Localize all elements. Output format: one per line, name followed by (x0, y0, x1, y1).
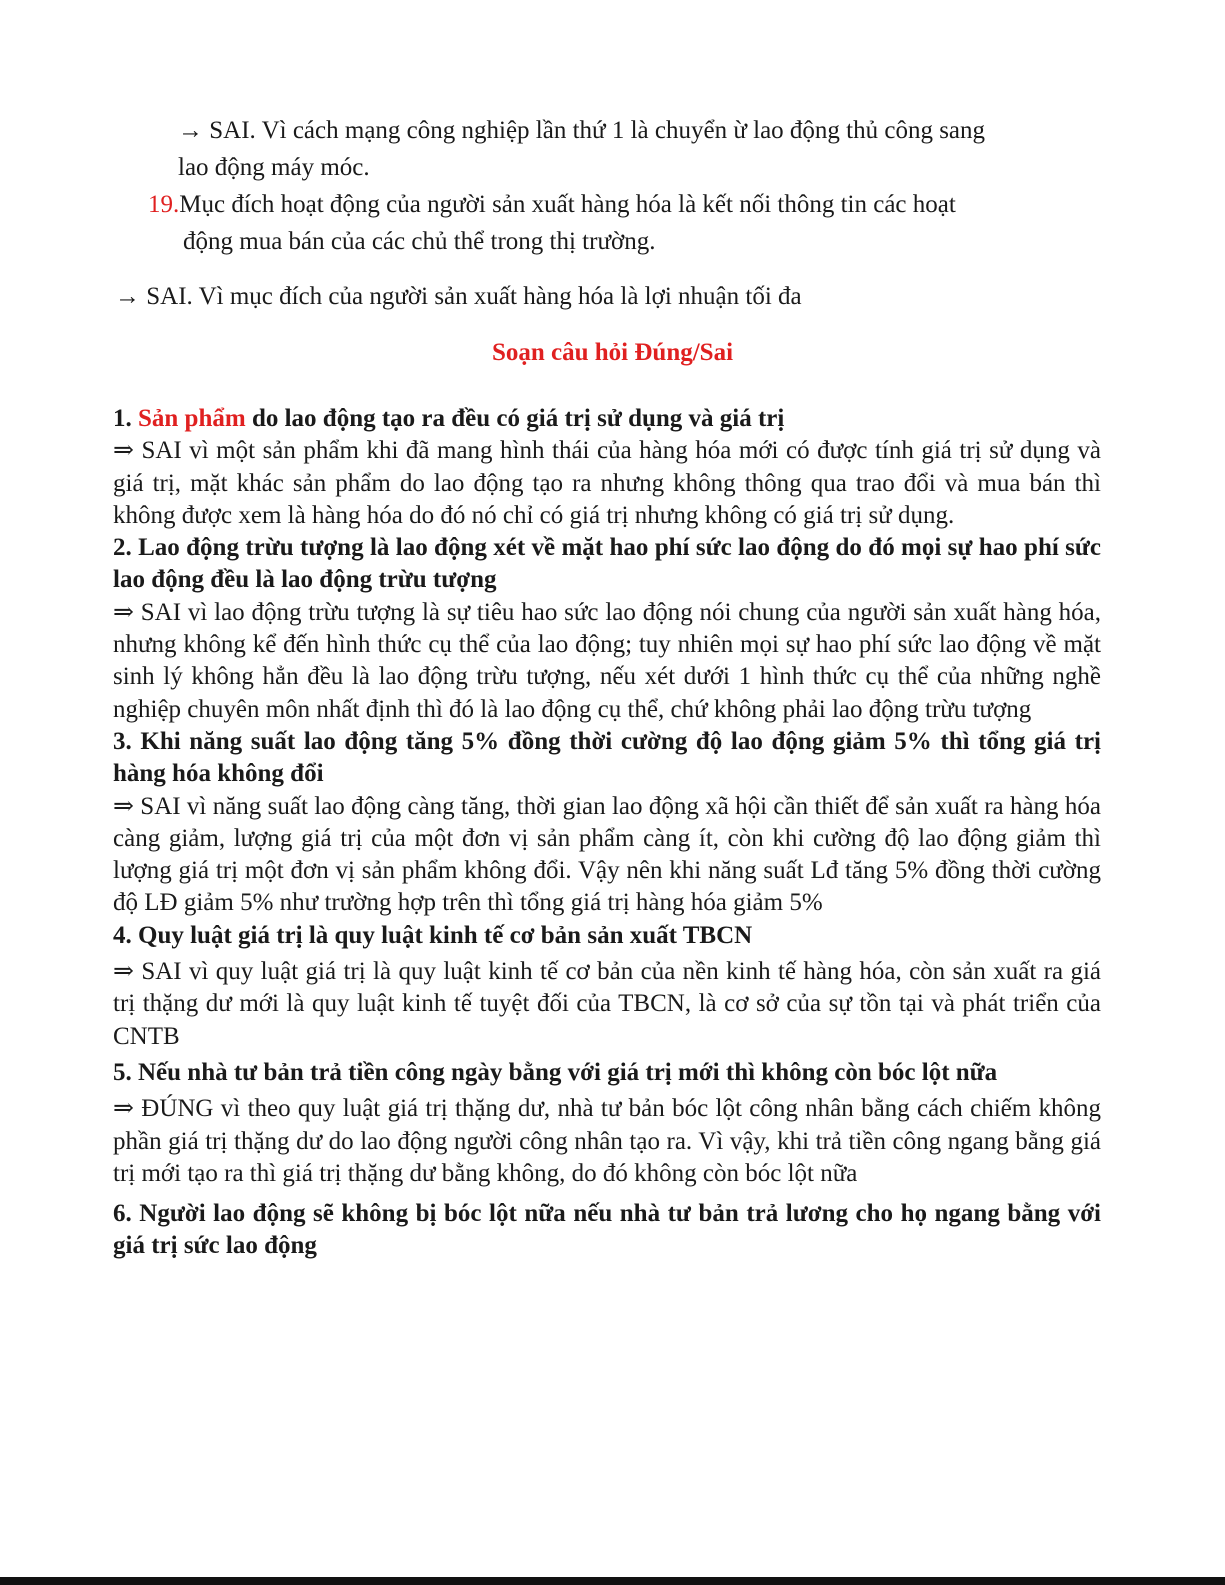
previous-answer-line-2: lao động máy móc. (178, 154, 370, 181)
question-6: 6. Người lao động sẽ không bị bóc lột nữa nếu nhà tư bản trả lương cho họ ngang bằng với giá trị sức lao động (113, 1200, 1101, 1260)
item-19 (148, 186, 1108, 260)
question-4: 4. Quy luật giá trị là quy luật kinh tế cơ bản sản xuất TBCN (113, 921, 753, 949)
section-title: Soạn câu hỏi Đúng/Sai (491, 339, 734, 366)
page-bottom-border (0, 1577, 1225, 1585)
item-19-question-line-2: động mua bán của các chủ thể trong thị trường. (183, 228, 656, 255)
answer-5: ⇒ ĐÚNG vì theo quy luật giá trị thặng dư, nhà tư bản bóc lột công nhân bằng cách chiếm không phần giá trị thặng dư do lao động người công nhân tạo ra. Vì vậy, khi trả tiền công ngang bằng giá trị mới tạo ra thì giá trị thặng dư bằng không, do đó không còn bóc lột nữa (113, 1095, 1101, 1187)
question-2: 2. Lao động trừu tượng là lao động xét về mặt hao phí sức lao động do đó mọi sự hao phí sức lao động đều là lao động trừu tượng (113, 534, 1101, 594)
question-1-highlight: Sản phẩm (138, 405, 246, 432)
item-19-number: 19. (148, 191, 180, 218)
question-1-text: do lao động tạo ra đều có giá trị sử dụng và giá trị (245, 405, 785, 432)
item-19-question-line-1: Mục đích hoạt động của người sản xuất hàng hóa là kết nối thông tin các hoạt (179, 191, 956, 218)
answer-4: ⇒ SAI vì quy luật giá trị là quy luật kinh tế cơ bản của nền kinh tế hàng hóa, còn sản xuất ra giá trị thặng dư mới là quy luật kinh tế tuyệt đối của TBCN, là cơ sở của sự tồn tại và phát triển của CNTB (113, 958, 1101, 1050)
answer-2: ⇒ SAI vì lao động trừu tượng là sự tiêu hao sức lao động nói chung của người sản xuất hàng hóa, nhưng không kể đến hình thức cụ thể của lao động; tuy nhiên mọi sự hao phí sức lao động về mặt sinh lý không hẳn đều là lao động trừu tượng, nếu xét dưới 1 hình thức cụ thể của những nghề nghiệp chuyên môn nhất định thì đó là lao động cụ thể, chứ không phải lao động trừu tượng (113, 598, 1101, 723)
answer-3: ⇒ SAI vì năng suất lao động càng tăng, thời gian lao động xã hội cần thiết để sản xuất ra hàng hóa càng giảm, lượng giá trị của một đơn vị sản phẩm càng ít, còn khi cường độ lao động giảm thì lượng giá trị một đơn vị sản phẩm không đổi. Vậy nên khi năng suất Lđ tăng 5% đồng thời cường độ LĐ giảm 5% như trường hợp trên thì tổng giá trị hàng hóa giảm 5% (113, 792, 1101, 917)
question-1 (113, 403, 1101, 435)
question-5: 5. Nếu nhà tư bản trả tiền công ngày bằng với giá trị mới thì không còn bóc lột nữa (113, 1058, 998, 1086)
question-1-prefix: 1. (113, 405, 138, 432)
question-list (113, 403, 1101, 1263)
answer-1: ⇒ SAI vì một sản phẩm khi đã mang hình thái của hàng hóa mới có được tính giá trị sử dụng và giá trị, mặt khác sản phẩm do lao động tạo ra nhưng không thông qua trao đổi và mua bán thì không được xem là hàng hóa do đó nó chỉ có giá trị nhưng không có giá trị sử dụng. (113, 437, 1101, 529)
previous-answer-line-1: → SAI. Vì cách mạng công nghiệp lần thứ 1 là chuyển ừ lao động thủ công sang (178, 117, 986, 144)
item-19-answer: → SAI. Vì mục đích của người sản xuất hàng hóa là lợi nhuận tối đa (115, 283, 802, 310)
previous-answer-18 (178, 112, 1118, 186)
question-3: 3. Khi năng suất lao động tăng 5% đồng thời cường độ lao động giảm 5% thì tổng giá trị hàng hóa không đổi (113, 727, 1101, 788)
